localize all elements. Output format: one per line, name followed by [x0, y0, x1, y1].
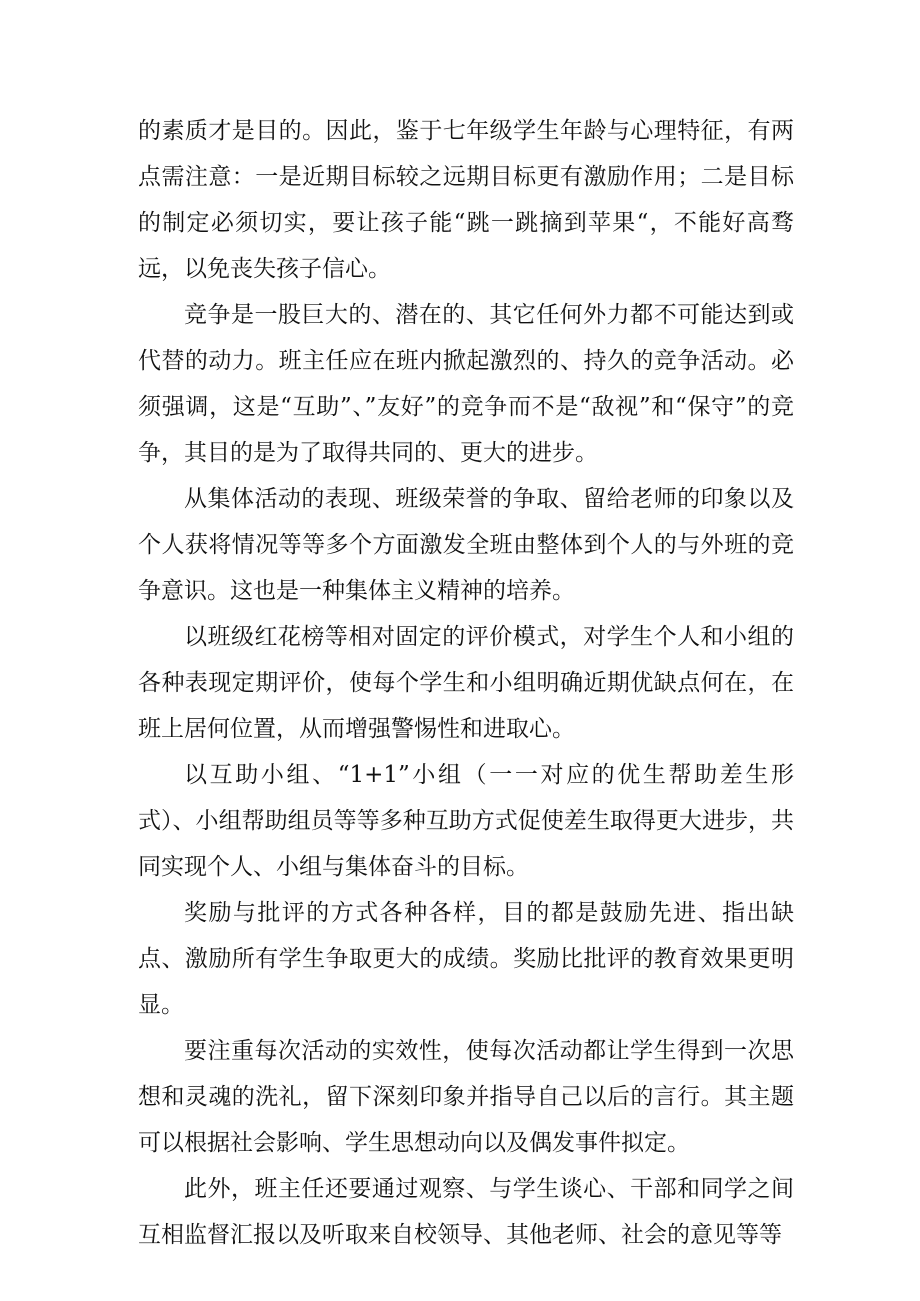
paragraph-8: 此外，班主任还要通过观察、与学生谈心、干部和同学之间互相监督汇报以及听取来自校领导、其他老师、社会的意见等等 — [138, 1176, 794, 1248]
paragraph-7: 要注重每次活动的实效性，使每次活动都让学生得到一次思想和灵魂的洗礼，留下深刻印象并指导自己以后的言行。其主题可以根据社会影响、学生思想动向以及偶发事件拟定。 — [138, 1038, 794, 1156]
paragraph-4: 以班级红花榜等相对固定的评价模式，对学生个人和小组的各种表现定期评价，使每个学生和小组明确近期优缺点何在，在班上居何位置，从而增强警惕性和进取心。 — [138, 624, 794, 742]
document-body — [138, 108, 794, 1258]
paragraph-3: 从集体活动的表现、班级荣誉的争取、留给老师的印象以及个人获将情况等等多个方面激发全班由整体到个人的与外班的竞争意识。这也是一种集体主义精神的培养。 — [138, 486, 794, 604]
paragraph-1: 的素质才是目的。因此，鉴于七年级学生年龄与心理特征，有两点需注意：一是近期目标较之远期目标更有激励作用；二是目标的制定必须切实，要让孩子能“跳一跳摘到苹果“，不能好高骛远，以免丧失孩子信心。 — [138, 118, 794, 282]
paragraph-2: 竞争是一股巨大的、潜在的、其它任何外力都不可能达到或代替的动力。班主任应在班内掀起激烈的、持久的竞争活动。必须强调，这是“互助”、”友好”的竞争而不是“敌视”和“保守”的竞争，其目的是为了取得共同的、更大的进步。 — [138, 302, 794, 466]
paragraph-6: 奖励与批评的方式各种各样，目的都是鼓励先进、指出缺点、激励所有学生争取更大的成绩。奖励比批评的教育效果更明显。 — [138, 900, 794, 1018]
paragraph-5: 以互助小组、“1+1”小组（一一对应的优生帮助差生形式）、小组帮助组员等等多种互助方式促使差生取得更大进步，共同实现个人、小组与集体奋斗的目标。 — [138, 762, 794, 880]
